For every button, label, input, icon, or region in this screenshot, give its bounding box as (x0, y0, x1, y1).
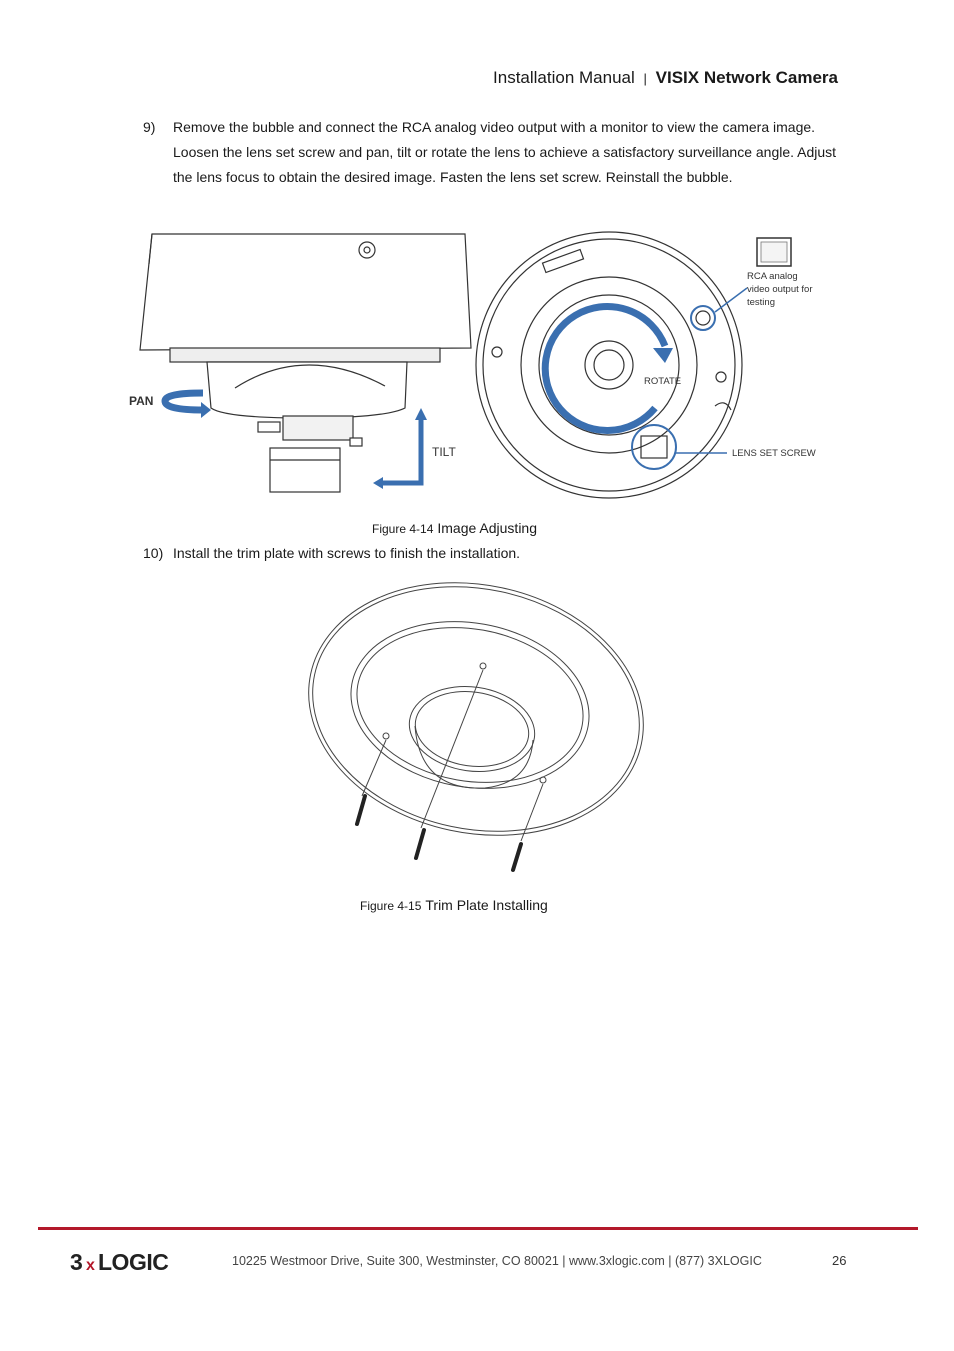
rotate-label: ROTATE (644, 376, 682, 387)
pan-arrow (165, 393, 203, 410)
screws (357, 796, 521, 870)
rca-label-line2: video output for (747, 284, 813, 295)
product-name: VISIX Network Camera (655, 68, 838, 87)
lens-set-screw-body (641, 436, 667, 458)
rotate-arrow (545, 306, 665, 430)
company-logo (70, 1248, 204, 1276)
screw (416, 830, 424, 858)
figure-number: Figure 4-14 (372, 522, 434, 536)
figure-title: Image Adjusting (437, 520, 537, 536)
monitor-screen (761, 242, 787, 262)
screw (357, 796, 365, 824)
pan-label: PAN (129, 394, 154, 408)
lens-set-screw-label: LENS SET SCREW (732, 448, 816, 459)
tilt-arrow-head-2 (373, 477, 383, 489)
rotate-arrow-head (653, 348, 673, 363)
lens-set-screw-marker (632, 425, 676, 469)
figure-4-14-caption (372, 520, 537, 536)
step-10 (143, 541, 843, 566)
svg-text:LOGIC: LOGIC (98, 1249, 169, 1275)
rca-label-line3: testing (747, 297, 775, 308)
manual-title: Installation Manual (493, 68, 635, 87)
page-number: 26 (832, 1253, 847, 1268)
step-9 (143, 115, 843, 190)
trim-plate-figure (300, 578, 650, 878)
svg-text:x: x (86, 1257, 95, 1274)
screw (513, 844, 521, 870)
step-number: 10) (143, 545, 164, 561)
step-text: Remove the bubble and connect the RCA analog video output with a monitor to view the camera image. Loosen the lens set screw and pan, tilt or rotate the lens to achieve a satisfactory surveillance angle. Adjust the lens focus to obtain the desired image. Fasten the lens set screw. Reinstall the bubble. (173, 119, 837, 185)
tilt-label: TILT (432, 445, 456, 459)
footer-rule (38, 1227, 918, 1230)
footer-address: 10225 Westmoor Drive, Suite 300, Westminster, CO 80021 | www.3xlogic.com | (877) 3XLOGIC (232, 1254, 762, 1268)
figure-title: Trim Plate Installing (425, 897, 548, 913)
camera-top-view (476, 232, 742, 498)
figure-number: Figure 4-15 (360, 899, 422, 913)
rca-label-line1: RCA analog (747, 271, 798, 282)
trim-plate-drawing (300, 578, 650, 865)
step-text: Install the trim plate with screws to finish the installation. (173, 545, 521, 561)
svg-text:3: 3 (70, 1249, 83, 1275)
image-adjusting-figure (125, 228, 835, 503)
tilt-arrow (380, 420, 421, 483)
header-separator: | (643, 71, 647, 86)
pan-arrow-head (201, 402, 211, 418)
page-header (493, 68, 838, 88)
figure-4-15-caption (360, 897, 548, 913)
tilt-arrow-head (415, 408, 427, 420)
step-number: 9) (143, 119, 156, 135)
